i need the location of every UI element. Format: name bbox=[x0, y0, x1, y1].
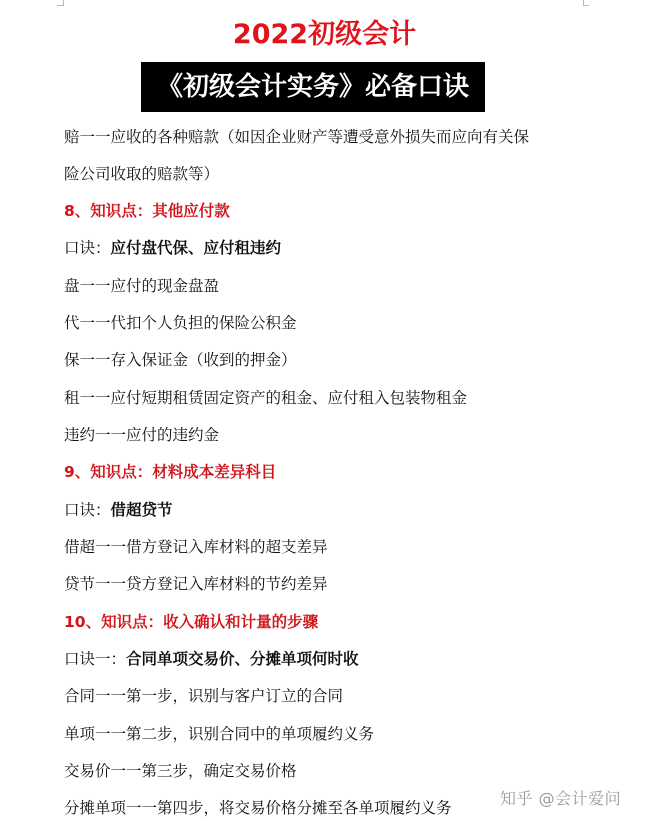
page-corner-mark-left-h bbox=[57, 5, 63, 6]
text-line: 险公司收取的赔款等） bbox=[64, 165, 220, 183]
text-line: 单项一一第二步，识别合同中的单项履约义务 bbox=[64, 725, 375, 743]
text-line: 盘一一应付的现金盘盈 bbox=[64, 277, 220, 295]
watermark: 知乎 @会计爱问 bbox=[500, 789, 622, 808]
mnemonic-label: 口诀： bbox=[64, 239, 111, 257]
mnemonic-label: 口诀： bbox=[64, 501, 111, 519]
text-line: 赔一一应收的各种赔款（如因企业财产等遭受意外损失而应向有关保 bbox=[64, 128, 530, 146]
title-banner: 《初级会计实务》必备口诀 bbox=[141, 62, 485, 112]
mnemonic-line bbox=[64, 238, 281, 258]
page-corner-mark-right-h bbox=[583, 5, 589, 6]
text-line: 分摊单项一一第四步，将交易价格分摊至各单项履约义务 bbox=[64, 799, 452, 817]
text-line: 借超一一借方登记入库材料的超支差异 bbox=[64, 538, 328, 556]
text-line: 代一一代扣个人负担的保险公积金 bbox=[64, 314, 297, 332]
text-line: 交易价一一第三步，确定交易价格 bbox=[64, 762, 297, 780]
mnemonic-text: 借超贷节 bbox=[110, 501, 173, 519]
section-heading: 8、知识点：其他应付款 bbox=[64, 202, 230, 220]
mnemonic-label: 口诀一： bbox=[64, 650, 127, 668]
section-heading: 10、知识点：收入确认和计量的步骤 bbox=[64, 613, 319, 631]
text-line: 合同一一第一步，识别与客户订立的合同 bbox=[64, 687, 344, 705]
mnemonic-text: 应付盘代保、应付租违约 bbox=[110, 239, 282, 257]
text-line: 贷节一一贷方登记入库材料的节约差异 bbox=[64, 575, 328, 593]
mnemonic-line bbox=[64, 649, 359, 669]
page-corner-mark-left bbox=[63, 0, 64, 6]
mnemonic-text: 合同单项交易价、分摊单项何时收 bbox=[126, 650, 359, 668]
section-heading: 9、知识点：材料成本差异科目 bbox=[64, 463, 277, 481]
document-title: 2022初级会计 bbox=[232, 19, 417, 50]
mnemonic-line bbox=[64, 500, 173, 520]
text-line: 违约一一应付的违约金 bbox=[64, 426, 220, 444]
text-line: 租一一应付短期租赁固定资产的租金、应付租入包装物租金 bbox=[64, 389, 468, 407]
text-line: 保一一存入保证金（收到的押金） bbox=[64, 351, 297, 369]
